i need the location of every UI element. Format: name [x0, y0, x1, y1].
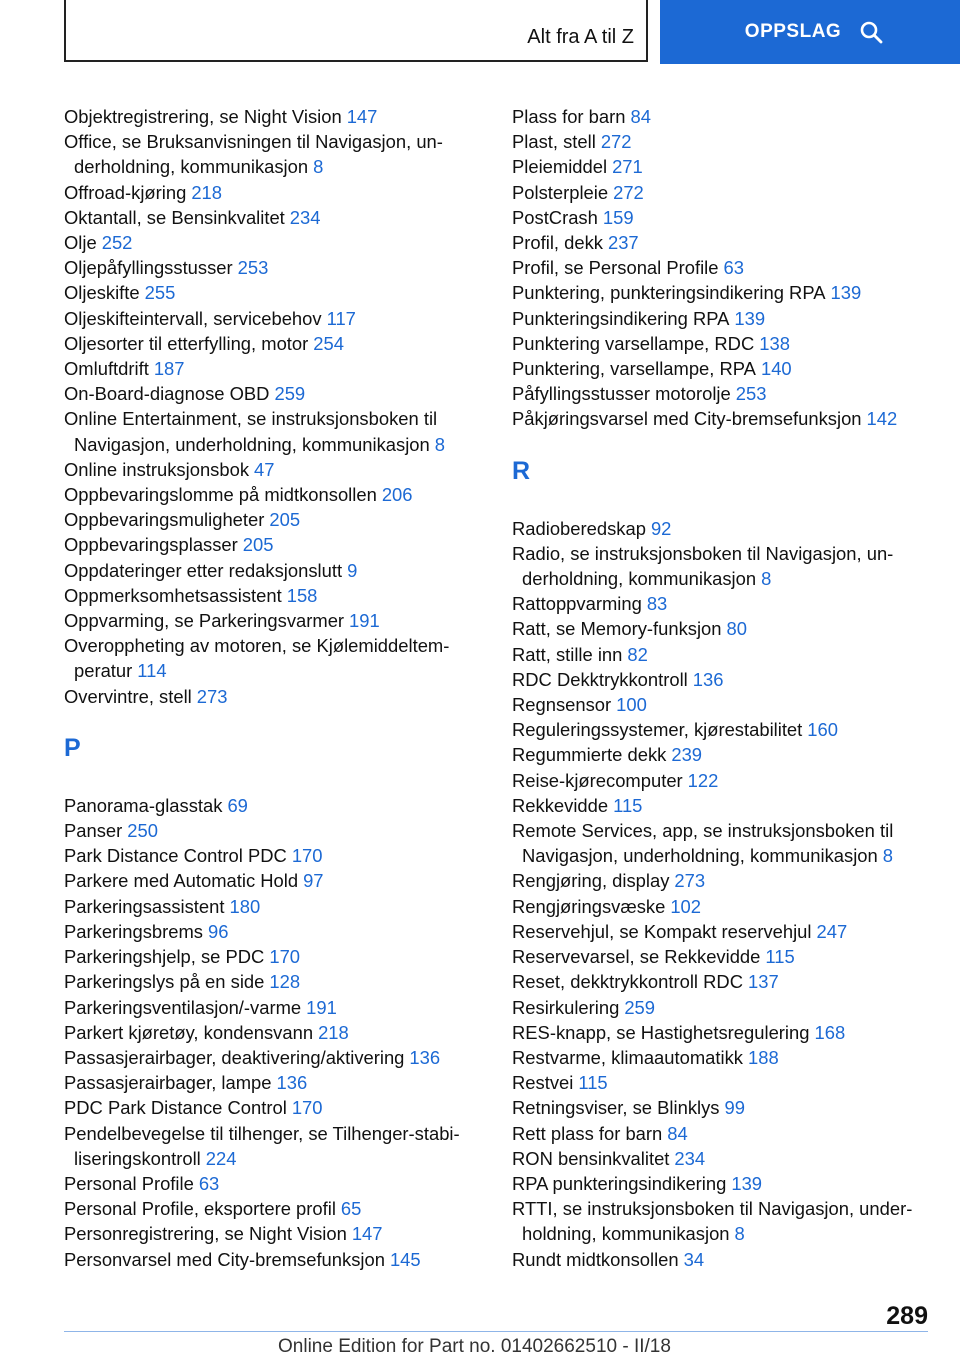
index-entry — [64, 969, 484, 994]
index-entry — [64, 381, 484, 406]
index-entry — [64, 944, 484, 969]
index-entry-text: Passasjerairbager, lampe — [64, 1072, 272, 1094]
index-entry — [512, 616, 932, 641]
entry-list-p-continued — [512, 104, 932, 432]
index-entry — [64, 356, 484, 381]
index-entry-text: Parkeringslys på en side — [64, 971, 265, 993]
index-entry — [512, 280, 932, 305]
index-entry — [64, 608, 484, 633]
page-reference-link[interactable]: 224 — [205, 1147, 237, 1169]
edition-footer: Online Edition for Part no. 01402662510 - II/18 — [278, 1336, 671, 1357]
page-reference-link[interactable]: 250 — [127, 820, 158, 842]
index-entry — [64, 255, 484, 280]
index-entry-text: Rekkevidde — [512, 794, 609, 816]
index-entry-text: Online Entertainment, se instruksjonsboken til Navigasjon, underholdning, kommunikasjon — [64, 408, 438, 455]
index-entry — [64, 1095, 484, 1120]
index-entry — [64, 843, 484, 868]
index-entry-text: Reservevarsel, se Rekkevidde — [512, 946, 761, 968]
page-reference-link[interactable]: 273 — [674, 870, 706, 892]
index-entry — [64, 684, 484, 709]
page-reference-link[interactable]: 234 — [674, 1147, 706, 1169]
index-entry-text: Påfyllingsstusser motorolje — [512, 383, 731, 405]
page-reference-link[interactable]: 255 — [144, 282, 176, 304]
page-reference-link[interactable]: 205 — [269, 509, 301, 531]
index-entry-text: Punktering, varsellampe, RPA — [512, 358, 756, 380]
index-entry — [512, 1196, 932, 1246]
page-reference-link[interactable]: 83 — [646, 593, 668, 615]
index-entry — [64, 129, 484, 179]
index-entry — [512, 205, 932, 230]
page-reference-link[interactable]: 63 — [198, 1172, 220, 1194]
index-entry-text: Oppvarming, se Parkeringsvarmer — [64, 610, 345, 632]
section-tab — [64, 0, 648, 62]
index-entry — [512, 1247, 932, 1272]
index-entry-text: Parkeringsassistent — [64, 895, 225, 917]
page-reference-link[interactable]: 180 — [229, 895, 261, 917]
page-reference-link[interactable]: 8 — [434, 433, 445, 455]
index-entry — [64, 180, 484, 205]
index-entry-text: Parkeringsbrems — [64, 920, 203, 942]
page-reference-link[interactable]: 234 — [289, 206, 321, 228]
index-entry — [512, 995, 932, 1020]
page-reference-link[interactable]: 159 — [602, 206, 634, 228]
page-reference-link[interactable]: 80 — [726, 618, 747, 640]
index-entry-text: Oktantall, se Bensinkvalitet — [64, 206, 285, 228]
index-entry-text: Radioberedskap — [512, 517, 646, 539]
page-reference-link[interactable]: 188 — [747, 1046, 779, 1068]
index-entry-text: Reise-kjørecomputer — [512, 769, 683, 791]
section-tab-label: Alt fra A til Z — [527, 26, 634, 48]
index-entry-text: Remote Services, app, se instruksjonsboken til Navigasjon, underholdning, kommunikasjon — [512, 820, 894, 867]
page-reference-link[interactable]: 218 — [191, 181, 222, 203]
index-entry-text: Oppmerksomhetsassistent — [64, 584, 282, 606]
index-entry-text: Regummierte dekk — [512, 744, 667, 766]
page-reference-link[interactable]: 253 — [237, 257, 269, 279]
index-entry — [512, 894, 932, 919]
index-entry-text: Oljeskifte — [64, 282, 140, 304]
index-entry — [512, 516, 932, 541]
index-entry — [64, 482, 484, 507]
index-entry — [64, 1121, 484, 1171]
index-entry — [512, 406, 932, 431]
page-reference-link[interactable]: 139 — [731, 1172, 763, 1194]
page-reference-link[interactable]: 82 — [627, 643, 648, 665]
index-entry — [512, 1095, 932, 1120]
page-reference-link[interactable]: 160 — [807, 719, 838, 741]
page-reference-link[interactable]: 168 — [814, 1021, 846, 1043]
index-entry — [512, 818, 932, 868]
index-entry-text: Ratt, se Memory-funksjon — [512, 618, 722, 640]
page-reference-link[interactable]: 259 — [274, 383, 306, 405]
footer-divider — [64, 1331, 928, 1332]
index-entry-text: Personvarsel med City-bremsefunksjon — [64, 1248, 385, 1270]
index-entry — [512, 1171, 932, 1196]
index-entry-text: Objektregistrering, se Night Vision — [64, 106, 342, 127]
index-entry-text: RES-knapp, se Hastighetsregulering — [512, 1021, 810, 1043]
index-entry-text: Parkeringsventilasjon/-varme — [64, 996, 302, 1018]
index-entry — [64, 205, 484, 230]
index-entry — [512, 944, 932, 969]
index-entry-text: Punktering, punkteringsindikering RPA — [512, 282, 826, 304]
page-reference-link[interactable]: 69 — [227, 794, 248, 816]
page-reference-link[interactable]: 187 — [153, 358, 185, 380]
oppslag-button-label: OPPSLAG — [744, 21, 842, 42]
page-reference-link[interactable]: 205 — [242, 534, 274, 556]
page-reference-link[interactable]: 139 — [734, 307, 766, 329]
page-reference-link[interactable]: 117 — [326, 307, 356, 329]
index-entry-text: Rett plass for barn — [512, 1122, 663, 1144]
page-reference-link[interactable]: 115 — [765, 946, 795, 968]
section-letter-p: P — [64, 733, 81, 762]
index-entry — [64, 230, 484, 255]
page-reference-link[interactable]: 84 — [667, 1122, 688, 1144]
index-entry-text: Parkert kjøretøy, kondensvann — [64, 1021, 314, 1043]
page-reference-link[interactable]: 139 — [830, 282, 862, 304]
index-entry-text: Plass for barn — [512, 106, 626, 127]
index-entry — [64, 894, 484, 919]
index-entry — [512, 1020, 932, 1045]
entry-list-r — [512, 516, 932, 1272]
page-reference-link[interactable]: 170 — [269, 946, 301, 968]
index-entry — [64, 1020, 484, 1045]
page-reference-link[interactable]: 259 — [624, 996, 656, 1018]
page-reference-link[interactable]: 115 — [578, 1072, 608, 1094]
page-reference-link[interactable]: 8 — [734, 1223, 745, 1245]
page-reference-link[interactable]: 114 — [137, 660, 167, 682]
index-entry-text: Profil, dekk — [512, 232, 603, 254]
index-entry — [64, 793, 484, 818]
index-entry-text: Rundt midtkonsollen — [512, 1248, 679, 1270]
index-entry-text: Personregistrering, se Night Vision — [64, 1223, 347, 1245]
index-entry-text: On-Board-diagnose OBD — [64, 383, 270, 405]
index-entry — [64, 818, 484, 843]
index-entry — [512, 969, 932, 994]
index-entry-text: Olje — [64, 232, 97, 254]
index-entry-text: Plast, stell — [512, 131, 596, 153]
page-reference-link[interactable]: 247 — [816, 920, 848, 942]
page-reference-link[interactable]: 254 — [313, 332, 344, 354]
index-entry-text: Ratt, stille inn — [512, 643, 623, 665]
index-entry-text: Oppbevaringsmuligheter — [64, 509, 265, 531]
index-entry-text: Omluftdrift — [64, 358, 149, 380]
index-entry — [512, 717, 932, 742]
index-entry — [64, 104, 484, 129]
index-entry — [512, 255, 932, 280]
index-entry — [512, 692, 932, 717]
index-entry-text: Passasjerairbager, deaktivering/aktivering — [64, 1046, 405, 1068]
index-entry-text: Polsterpleie — [512, 181, 609, 203]
page-reference-link[interactable]: 34 — [683, 1248, 705, 1270]
index-entry — [64, 457, 484, 482]
page-reference-link[interactable]: 100 — [616, 694, 647, 716]
index-column-left — [64, 104, 484, 1272]
index-entry-text: Regnsensor — [512, 694, 612, 716]
index-entry-text: Reguleringssystemer, kjørestabilitet — [512, 719, 803, 741]
page-number: 289 — [886, 1302, 928, 1330]
index-entry-text: Pendelbevegelse til tilhenger, se Tilhenger-stabi-liseringskontroll — [64, 1122, 460, 1169]
index-entry — [512, 1045, 932, 1070]
page-reference-link[interactable]: 191 — [349, 610, 380, 632]
index-entry — [512, 356, 932, 381]
index-entry-text: Rattoppvarming — [512, 593, 642, 615]
index-entry — [512, 919, 932, 944]
index-entry — [64, 919, 484, 944]
page-reference-link[interactable]: 47 — [254, 458, 275, 480]
page-reference-link[interactable]: 96 — [208, 920, 229, 942]
index-entry — [64, 306, 484, 331]
index-entry — [512, 230, 932, 255]
index-entry — [512, 642, 932, 667]
index-entry-text: Panorama-glasstak — [64, 794, 223, 816]
index-entry — [64, 868, 484, 893]
index-entry — [64, 532, 484, 557]
index-entry — [512, 591, 932, 616]
index-entry-text: Oppdateringer etter redaksjonslutt — [64, 559, 343, 581]
index-entry-text: Oljepåfyllingsstusser — [64, 257, 233, 279]
index-entry-text: Rengjøring, display — [512, 870, 670, 892]
index-entry-text: Panser — [64, 820, 123, 842]
index-entry — [512, 104, 932, 129]
index-entry — [512, 793, 932, 818]
page-reference-link[interactable]: 237 — [607, 232, 639, 254]
index-entry-text: Parkere med Automatic Hold — [64, 870, 299, 892]
page-reference-link[interactable]: 8 — [313, 156, 324, 178]
index-entry-text: Resirkulering — [512, 996, 620, 1018]
index-entry-text: Oljesorter til etterfylling, motor — [64, 332, 309, 354]
index-entry-text: Profil, se Personal Profile — [512, 257, 719, 279]
index-entry-text: Punkteringsindikering RPA — [512, 307, 730, 329]
index-entry — [512, 331, 932, 356]
index-entry-text: Personal Profile — [64, 1172, 194, 1194]
index-entry-text: Påkjøringsvarsel med City-bremsefunksjon — [512, 408, 862, 430]
index-entry — [64, 507, 484, 532]
page-reference-link[interactable]: 84 — [630, 106, 651, 127]
page-reference-link[interactable]: 272 — [600, 131, 632, 153]
index-entry-text: Reservehjul, se Kompakt reservehjul — [512, 920, 812, 942]
page-reference-link[interactable]: 128 — [269, 971, 301, 993]
index-entry — [512, 180, 932, 205]
page-reference-link[interactable]: 170 — [291, 845, 323, 867]
index-entry — [512, 306, 932, 331]
page-reference-link[interactable]: 102 — [670, 895, 701, 917]
page-reference-link[interactable]: 273 — [196, 685, 228, 707]
page-reference-link[interactable]: 140 — [760, 358, 792, 380]
index-entry-text: RON bensinkvalitet — [512, 1147, 670, 1169]
index-entry-text: RPA punkteringsindikering — [512, 1172, 727, 1194]
index-entry-text: Pleiemiddel — [512, 156, 608, 178]
index-entry — [512, 381, 932, 406]
index-entry-text: Punktering varsellampe, RDC — [512, 332, 755, 354]
index-entry-text: RTTI, se instruksjonsboken til Navigasjon, under-holdning, kommunikasjon — [512, 1198, 913, 1245]
index-entry — [64, 583, 484, 608]
index-entry — [512, 868, 932, 893]
index-entry-text: Restvarme, klimaautomatikk — [512, 1046, 743, 1068]
page-reference-link[interactable]: 99 — [724, 1097, 745, 1119]
index-entry-text: Rengjøringsvæske — [512, 895, 666, 917]
page-reference-link[interactable]: 136 — [276, 1072, 308, 1094]
entry-list-p — [64, 793, 484, 1272]
index-entry-text: PostCrash — [512, 206, 598, 228]
index-entry — [512, 154, 932, 179]
index-entry-text: Online instruksjonsbok — [64, 458, 250, 480]
index-entry — [64, 280, 484, 305]
index-entry — [64, 995, 484, 1020]
index-entry-text: RDC Dekktrykkontroll — [512, 668, 688, 690]
index-entry-text: Personal Profile, eksportere profil — [64, 1198, 336, 1220]
page-reference-link[interactable]: 147 — [351, 1223, 383, 1245]
index-entry — [64, 1171, 484, 1196]
index-entry-text: Overvintre, stell — [64, 685, 192, 707]
section-letter-r: R — [512, 456, 531, 485]
index-entry-text: Oljeskifteintervall, servicebehov — [64, 307, 322, 329]
page-reference-link[interactable]: 145 — [389, 1248, 421, 1270]
index-column-right — [512, 104, 932, 1272]
index-entry-text: Reset, dekktrykkontroll RDC — [512, 971, 743, 993]
index-entry-text: Oppbevaringslomme på midtkonsollen — [64, 484, 377, 506]
page-reference-link[interactable]: 122 — [687, 769, 719, 791]
page-reference-link[interactable]: 8 — [761, 568, 772, 590]
search-icon — [859, 20, 883, 44]
index-entry — [64, 406, 484, 456]
page-reference-link[interactable]: 115 — [613, 794, 643, 816]
page-reference-link[interactable]: 253 — [735, 383, 767, 405]
index-entry — [64, 1221, 484, 1246]
page-reference-link[interactable]: 252 — [101, 232, 133, 254]
oppslag-button[interactable] — [660, 0, 960, 64]
page-reference-link[interactable]: 239 — [671, 744, 703, 766]
page-reference-link[interactable]: 138 — [759, 332, 790, 354]
index-entry-text: Oppbevaringsplasser — [64, 534, 238, 556]
page-reference-link[interactable]: 272 — [613, 181, 644, 203]
page-reference-link[interactable]: 65 — [340, 1198, 362, 1220]
index-entry-text: Restvei — [512, 1072, 574, 1094]
page-reference-link[interactable]: 137 — [747, 971, 779, 993]
index-entry — [64, 1247, 484, 1272]
index-entry — [512, 742, 932, 767]
page-reference-link[interactable]: 170 — [291, 1097, 323, 1119]
index-entry — [64, 1045, 484, 1070]
page-reference-link[interactable]: 8 — [882, 845, 893, 867]
page-reference-link[interactable]: 191 — [306, 996, 337, 1018]
index-entry — [512, 667, 932, 692]
page-reference-link[interactable]: 97 — [303, 870, 324, 892]
index-entry — [512, 129, 932, 154]
index-entry — [64, 1070, 484, 1095]
page-reference-link[interactable]: 271 — [612, 156, 643, 178]
index-entry — [512, 768, 932, 793]
page-reference-link[interactable]: 147 — [346, 106, 378, 127]
index-entry — [64, 331, 484, 356]
page-reference-link[interactable]: 136 — [692, 668, 724, 690]
page-reference-link[interactable]: 63 — [723, 257, 744, 279]
index-entry-text: Retningsviser, se Blinklys — [512, 1097, 720, 1119]
index-entry — [512, 541, 932, 591]
index-entry-text: Parkeringshjelp, se PDC — [64, 946, 265, 968]
index-entry-text: Overoppheting av motoren, se Kjølemiddeltem-peratur — [64, 635, 450, 682]
page-reference-link[interactable]: 142 — [866, 408, 898, 430]
page-reference-link[interactable]: 206 — [381, 484, 413, 506]
index-entry-text: Radio, se instruksjonsboken til Navigasjon, un-derholdning, kommunikasjon — [512, 542, 894, 590]
index-entry — [64, 1196, 484, 1221]
page-reference-link[interactable]: 136 — [409, 1046, 441, 1068]
index-entry — [64, 558, 484, 583]
index-entry-text: Office, se Bruksanvisningen til Navigasjon, un-derholdning, kommunikasjon — [64, 131, 443, 178]
index-entry — [512, 1070, 932, 1095]
index-entry-text: PDC Park Distance Control — [64, 1097, 287, 1119]
entry-list-o — [64, 104, 484, 709]
page-reference-link[interactable]: 92 — [650, 517, 672, 539]
page-reference-link[interactable]: 9 — [347, 559, 358, 581]
page-reference-link[interactable]: 158 — [286, 584, 318, 606]
index-entry — [512, 1121, 932, 1146]
index-entry-text: Park Distance Control PDC — [64, 845, 287, 867]
index-entry — [64, 633, 484, 683]
page-reference-link[interactable]: 218 — [318, 1021, 349, 1043]
index-entry — [512, 1146, 932, 1171]
index-entry-text: Offroad-kjøring — [64, 181, 187, 203]
